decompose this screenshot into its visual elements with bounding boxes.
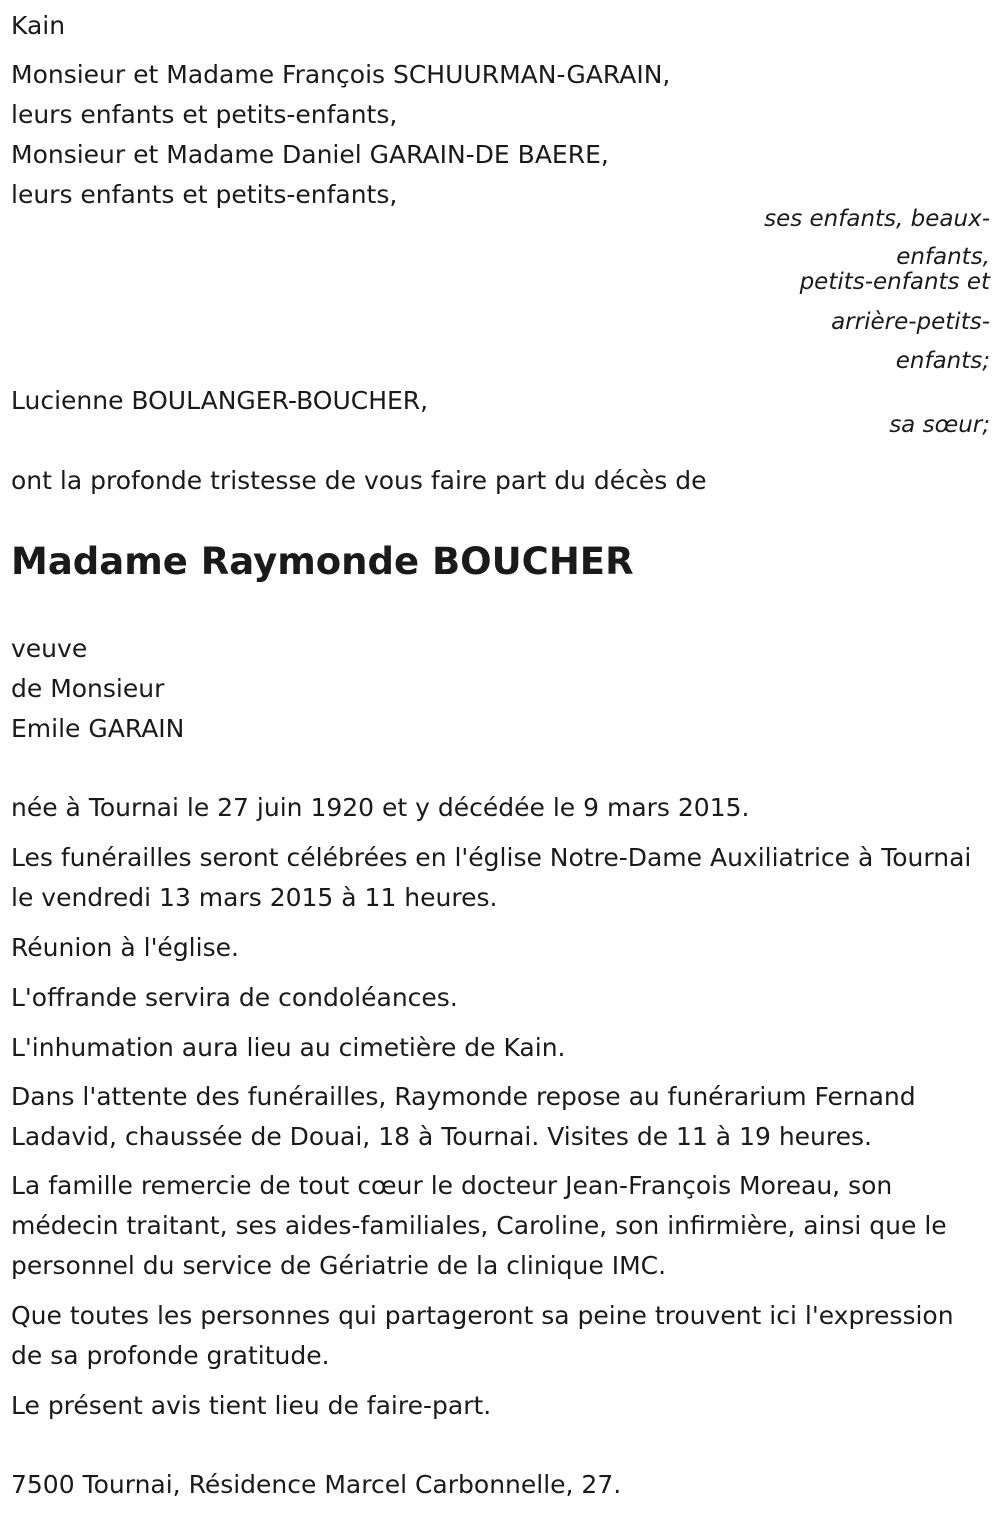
address-line: 7500 Tournai, Résidence Marcel Carbonnelle, 27. [11, 1470, 622, 1499]
birth-death-dates: née à Tournai le 27 juin 1920 et y décédée le 9 mars 2015. [11, 793, 750, 822]
offering-paragraph: L'offrande servira de condoléances. [11, 983, 458, 1012]
sister-name: Lucienne BOULANGER-BOUCHER, [11, 386, 429, 415]
thanks-paragraph: La famille remercie de tout cœur le docteur Jean-François Moreau, son médecin traitant, ses aides-familiales, Caroline, son infirmière, ainsi que le personnel du service de Gériatrie de la clinique IMC. [11, 1171, 947, 1280]
family-line-1: Monsieur et Madame François SCHUURMAN-GARAIN, [11, 60, 671, 89]
relation-children-e: enfants; [895, 348, 990, 374]
widow-line-3: Emile GARAIN [11, 714, 185, 743]
widow-line-2: de Monsieur [11, 674, 165, 703]
family-line-4: leurs enfants et petits-enfants, [11, 180, 398, 209]
burial-paragraph: L'inhumation aura lieu au cimetière de Kain. [11, 1033, 566, 1062]
relation-children-c: petits-enfants et [799, 269, 990, 295]
notice-paragraph: Le présent avis tient lieu de faire-part. [11, 1391, 492, 1420]
gratitude-paragraph: Que toutes les personnes qui partageront sa peine trouvent ici l'expression de sa profonde gratitude. [11, 1301, 954, 1370]
relation-children-b: enfants, [896, 244, 990, 270]
family-line-2: leurs enfants et petits-enfants, [11, 100, 398, 129]
relation-sister: sa sœur; [889, 412, 990, 438]
deceased-name: Madame Raymonde BOUCHER [11, 540, 634, 583]
place-heading: Kain [11, 11, 66, 40]
meeting-paragraph: Réunion à l'église. [11, 933, 239, 962]
funeral-paragraph: Les funérailles seront célébrées en l'église Notre-Dame Auxiliatrice à Tournai le vendredi 13 mars 2015 à 11 heures. [11, 843, 972, 912]
rest-paragraph: Dans l'attente des funérailles, Raymonde repose au funérarium Fernand Ladavid, chaussée de Douai, 18 à Tournai. Visites de 11 à 19 heures. [11, 1082, 916, 1151]
relation-children-d: arrière-petits- [831, 309, 990, 335]
widow-line-1: veuve [11, 634, 88, 663]
family-line-3: Monsieur et Madame Daniel GARAIN-DE BAERE, [11, 140, 609, 169]
announcement-intro: ont la profonde tristesse de vous faire part du décès de [11, 466, 707, 495]
relation-children-a: ses enfants, beaux- [764, 206, 990, 232]
